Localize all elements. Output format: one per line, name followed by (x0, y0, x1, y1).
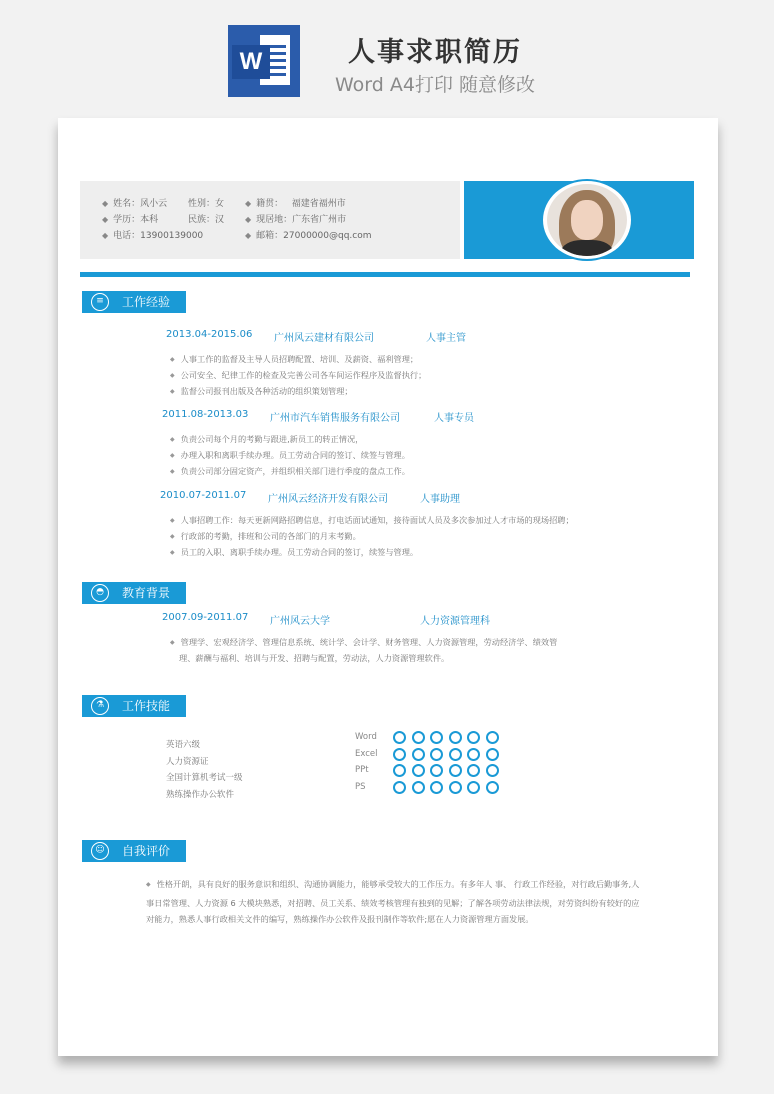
header-divider (80, 272, 690, 277)
skill-rating-dot (486, 748, 499, 761)
page-title: 人事求职简历 (348, 37, 522, 68)
skill-rating-dot (467, 764, 480, 777)
skill-cert: 英语六级 (166, 740, 201, 750)
skill-rating-dot (486, 731, 499, 744)
skill-cert: 全国计算机考试一级 (166, 773, 243, 783)
education-courses: ◆ 管理学、宏观经济学、管理信息系统、统计学、会计学、财务管理、人力资源管理，劳动经济学、绩效管 (170, 637, 557, 648)
skill-rating-dot (430, 731, 443, 744)
word-logo-icon (228, 25, 300, 97)
profile-education: ◆ 学历：本科 (102, 215, 159, 225)
software-name: PPt (355, 765, 369, 775)
profile-name: ◆ 姓名：风小云 (102, 199, 168, 209)
job-bullet: ◆ 负责公司部分固定资产，并组织相关部门进行季度的盘点工作。 (170, 466, 410, 477)
job-bullet: ◆ 人事工作的监督及主导人员招聘配置、培训、及薪资、福利管理； (170, 354, 418, 365)
job-bullet: ◆ 办理入职和离职手续办理。员工劳动合同的签订、续签与管理。 (170, 450, 410, 461)
page-header (0, 0, 774, 118)
profile-hometown: ◆ 籍贯： 福建省福州市 (245, 199, 346, 209)
skill-rating-dot (467, 731, 480, 744)
skill-cert: 熟练操作办公软件 (166, 790, 235, 800)
skill-rating-dot (412, 748, 425, 761)
education-header: 2007.09-2011.07 广州风云大学 人力资源管理科 (162, 612, 490, 627)
job-bullet: ◆ 负责公司每个月的考勤与跟进,新员工的转正情况， (170, 434, 363, 445)
profile-phone: ◆ 电话：13900139000 (102, 231, 204, 241)
skill-rating-dot (467, 781, 480, 794)
skill-rating-dot (412, 764, 425, 777)
section-title-education: ◓ 教育背景 (82, 582, 186, 604)
avatar (541, 179, 633, 261)
skill-rating-dot (486, 764, 499, 777)
software-name: Excel (355, 748, 378, 759)
skill-rating-dot (449, 748, 462, 761)
education-courses-cont: 理、薪酬与福利、培训与开发、招聘与配置，劳动法，人力资源管理软件。 (179, 653, 450, 663)
flask-icon: ⚗ (91, 697, 109, 715)
software-name: PS (355, 781, 366, 792)
self-evaluation-text: ◆ 性格开朗，具有良好的服务意识和组织、沟通协调能力，能够承受较大的工作压力。有多年人 事、 行政工作经验，对行政后勤事务,人事日常管理、人力资源 6 大模块熟悉，对招聘、员工关系、绩效考核管理有独到的见解；了解各项劳动法律法规，对劳资纠纷有较好的应对能力，熟悉人事行政相关文件的编写，熟练操作办公软件及报刊制作等软件;愿在人力资源管理方面发展。 (146, 876, 646, 928)
section-title-self: ☺ 自我评价 (82, 840, 186, 862)
people-icon: ☺ (91, 842, 109, 860)
skill-rating-dot (449, 764, 462, 777)
skill-rating-dot (412, 781, 425, 794)
page-subtitle: Word A4打印 随意修改 (334, 74, 535, 96)
job-bullet: ◆ 监督公司报刊出版及各种活动的组织策划管理； (170, 386, 353, 397)
software-name: Word (355, 732, 377, 742)
resume-paper (58, 118, 718, 1056)
job-bullet: ◆ 行政部的考勤，排班和公司的各部门的月末考勤。 (170, 531, 361, 542)
skill-rating-dot (449, 781, 462, 794)
graduation-cap-icon: ◓ (91, 584, 109, 602)
profile-residence: ◆ 现居地：广东省广州市 (245, 215, 347, 225)
database-icon: ≡ (91, 293, 109, 311)
profile-email: ◆ 邮箱：27000000@qq.com (245, 231, 372, 241)
word-logo-letter: W (232, 45, 270, 79)
skill-rating-dot (393, 781, 406, 794)
profile-ethnicity: 民族：汉 (188, 215, 225, 225)
skill-rating-dot (393, 764, 406, 777)
job-header: 2010.07-2011.07 广州风云经济开发有限公司 人事助理 (160, 490, 460, 505)
profile-info-box (80, 181, 460, 259)
skill-rating-dot (430, 748, 443, 761)
job-bullet: ◆ 公司安全、纪律工作的检查及完善公司各车间运作程序及监督执行； (170, 370, 426, 381)
skill-rating-dot (393, 748, 406, 761)
job-bullet: ◆ 人事招聘工作：每天更新网路招聘信息，打电话面试通知，接待面试人员及多次参加过人才市场的现场招聘； (170, 515, 574, 526)
job-bullet: ◆ 员工的入职、离职手续办理。员工劳动合同的签订，续签与管理。 (170, 547, 418, 558)
section-title-skills: ⚗ 工作技能 (82, 695, 186, 717)
job-header: 2011.08-2013.03 广州市汽车销售服务有限公司 人事专员 (162, 409, 474, 424)
skill-rating-dot (486, 781, 499, 794)
skill-rating-dot (467, 748, 480, 761)
skill-rating-dot (393, 731, 406, 744)
skill-cert: 人力资源证 (166, 757, 209, 767)
section-title-work: ≡ 工作经验 (82, 291, 186, 313)
skill-rating-dot (412, 731, 425, 744)
skill-rating-dot (430, 764, 443, 777)
skill-rating-dot (449, 731, 462, 744)
job-header: 2013.04-2015.06 广州风云建材有限公司 人事主管 (166, 329, 466, 344)
profile-gender: 性别：女 (188, 199, 225, 209)
skill-rating-dot (430, 781, 443, 794)
